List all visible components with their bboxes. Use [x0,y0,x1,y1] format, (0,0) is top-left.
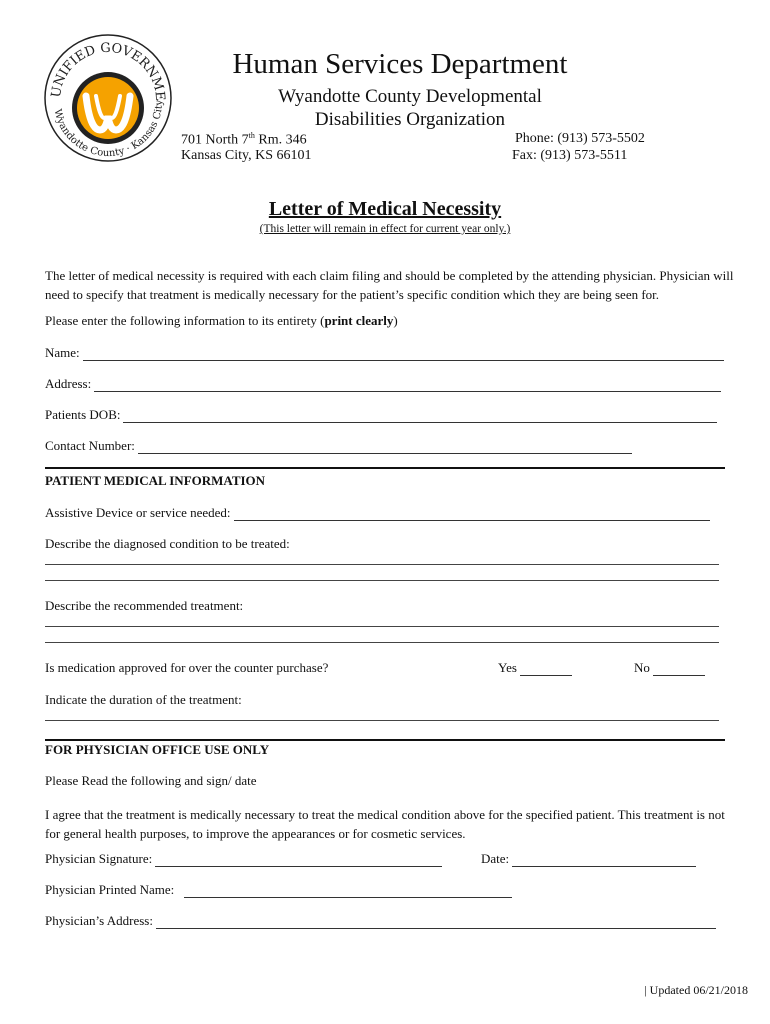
section-divider [45,467,725,469]
otc-question: Is medication approved for over the counter purchase? [45,660,329,675]
printed-name-field[interactable] [45,882,512,898]
yes-line[interactable] [520,663,572,676]
physician-address-label: Physician’s Address: [45,913,153,928]
fax-number: Fax: (913) 573-5511 [512,148,628,163]
treatment-label: Describe the recommended treatment: [45,598,244,613]
signature-line[interactable] [155,854,442,867]
device-label: Assistive Device or service needed: [45,505,231,520]
contact-label: Contact Number: [45,438,135,453]
treatment-line-1[interactable] [45,626,719,627]
no-line[interactable] [653,663,705,676]
date-field[interactable] [481,851,696,867]
department-title: Human Services Department [232,48,568,80]
device-field[interactable] [45,505,710,521]
condition-line-2[interactable] [45,580,719,581]
signature-field[interactable] [45,851,442,867]
address-label: Address: [45,376,92,391]
dob-field[interactable] [45,407,717,423]
street-address: 701 North 7th Rm. 346 [181,131,307,148]
date-line[interactable] [512,854,696,867]
read-instruction: Please Read the following and sign/ date [45,773,257,788]
svg-text:UNIFIED GOVERNMENT: UNIFIED GOVERNME [48,40,168,102]
instruction-text: Please enter the following information to its entirety (print clearly) [45,313,398,328]
contact-field[interactable] [45,438,632,454]
address-line[interactable] [94,379,721,392]
name-label: Name: [45,345,80,360]
duration-label: Indicate the duration of the treatment: [45,692,242,707]
organization-subtitle-2: Disabilities Organization [314,109,506,130]
intro-paragraph: The letter of medical necessity is required with each claim filing and should be completed by the attending physician. Physician will need to specify that treatment is medically necessary for the patient’s specific condition which they are being seen for. [45,268,734,302]
medical-section-heading: PATIENT MEDICAL INFORMATION [45,473,266,488]
updated-footer: | Updated 06/21/2018 [644,983,748,997]
no-label: No [634,660,650,675]
phone-number: Phone: (913) 573-5502 [515,131,645,146]
agreement-paragraph: I agree that the treatment is medically necessary to treat the medical condition above for the specified patient. This treatment is not for general health purposes, to improve the appearances or for cosmetic services. [45,807,725,841]
condition-label: Describe the diagnosed condition to be treated: [45,536,290,551]
dob-label: Patients DOB: [45,407,121,422]
letter-validity-note: (This letter will remain in effect for current year only.) [259,223,511,235]
physician-address-line[interactable] [156,916,716,929]
printed-name-label: Physician Printed Name: [45,882,175,897]
letter-title: Letter of Medical Necessity [268,198,502,220]
device-line[interactable] [234,508,710,521]
otc-no-field[interactable] [634,660,705,676]
name-field[interactable] [45,345,724,361]
city-address: Kansas City, KS 66101 [181,148,312,163]
yes-label: Yes [498,660,517,675]
condition-line-1[interactable] [45,564,719,565]
contact-line[interactable] [138,441,632,454]
physician-address-field[interactable] [45,913,716,929]
svg-text:Wyandotte County · Kansas City: Wyandotte County · Kansas City [51,100,166,160]
printed-name-line[interactable] [184,885,512,898]
physician-section-heading: FOR PHYSICIAN OFFICE USE ONLY [45,742,270,757]
treatment-line-2[interactable] [45,642,719,643]
otc-yes-field[interactable] [498,660,572,676]
name-line[interactable] [83,348,724,361]
date-label: Date: [481,851,510,866]
dob-line[interactable] [123,410,717,423]
physician-divider [45,739,725,741]
signature-label: Physician Signature: [45,851,153,866]
organization-seal-logo [40,30,175,165]
duration-line[interactable] [45,720,719,721]
organization-subtitle-1: Wyandotte County Developmental [278,86,542,107]
address-field[interactable] [45,376,721,392]
